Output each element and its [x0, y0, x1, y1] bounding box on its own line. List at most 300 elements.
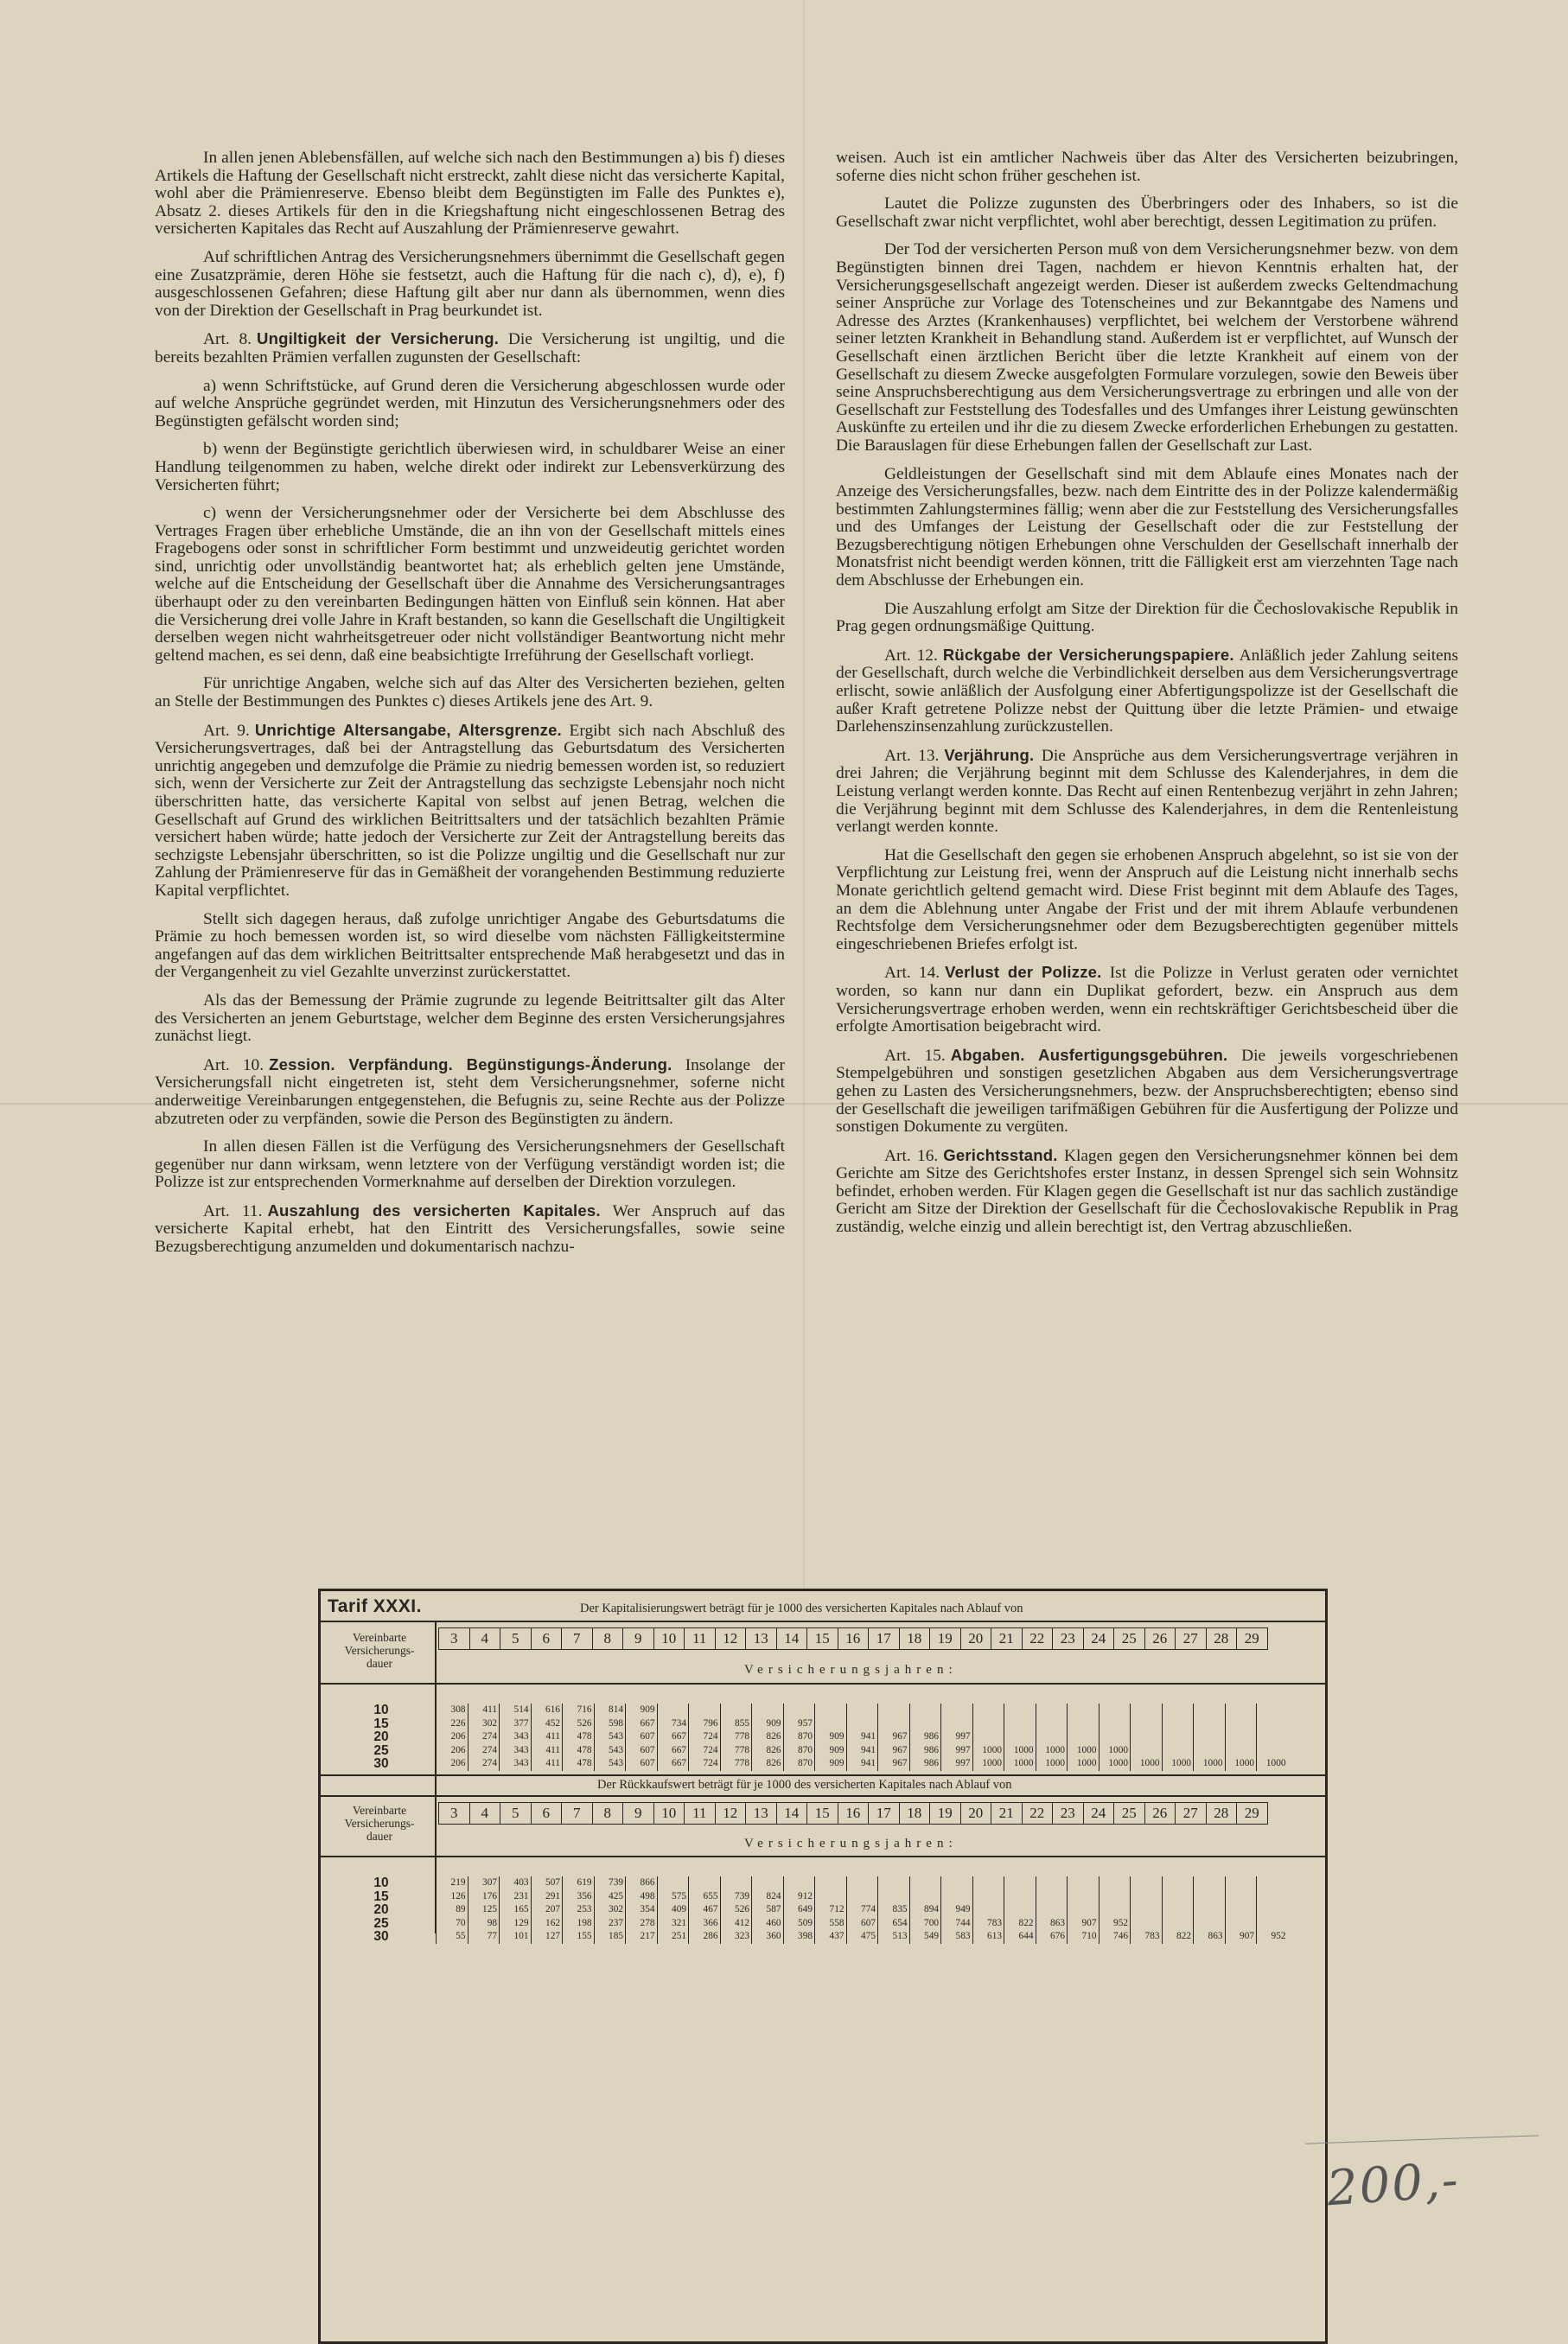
value-cell: 783: [972, 1917, 1004, 1931]
value-cell: [1194, 1903, 1226, 1917]
value-cell: 607: [846, 1917, 878, 1931]
paragraph-text: Die Versicherung ist ungiltig, und die bereits bezahlten Prämien verfallen zugunsten der Gesellschaft:: [155, 330, 785, 366]
value-cell: 607: [626, 1744, 658, 1758]
article-number: Art. 8.: [203, 330, 252, 349]
year-header-cell: 13: [746, 1803, 777, 1825]
value-cell: [783, 1876, 815, 1890]
value-cell: 826: [752, 1757, 784, 1771]
article-heading: Ungiltigkeit der Versicherung.: [257, 329, 500, 348]
value-cell: 997: [941, 1757, 973, 1771]
value-cell: [689, 1876, 721, 1890]
value-cell: [1036, 1717, 1068, 1731]
year-header-cell: 14: [776, 1628, 807, 1650]
value-cell: [1257, 1717, 1288, 1731]
paragraph-text: Ergibt sich nach Abschluß des Versicherungsvertrages, daß bei der Antragstellung das Geburtsdatum des Versicherten unrichtig angegeben und demzufolge die Prämie zu niedrig bemessen worden ist, so reduziert sich, wenn der Versicherte zur Zeit der Antragstellung das sechzigste Lebensjahr noch nicht überschritten hatte, das versicherte Kapital von selbst auf jenen Betrag, welchen die Gesellschaft auf Grund des wirklichen Beitrittsalters und der tatsächlich bezahlten Prämie versichert haben würde; hatte jedoch der Versicherte zur Zeit der Antragstellung bereits das sechzigste Lebensjahr überschritten, so ist die Polizze ungiltig und die Gesellschaft nur zur Zahlung der Prämienreserve für das in Gemäßheit der vorangehenden Bestimmung reduzierte Kapital verpflichtet.: [155, 721, 785, 900]
value-cell: 824: [752, 1890, 784, 1904]
value-cell: [1068, 1717, 1100, 1731]
paragraph-text: Auf schriftlichen Antrag des Versicherungsnehmers übernimmt die Gesellschaft gegen eine Zusatzprämie, deren Höhe sie festsetzt, auch die Haftung für die nach c), d), e), f) ausgeschlossenen Gefahren; diese Haftung gilt aber nur dann als übernommen, wenn dies von der Direktion der Gesellschaft in Prag beurkundet ist.: [155, 247, 785, 320]
year-header-cell: 21: [991, 1628, 1023, 1650]
year-header-cell: 17: [869, 1628, 900, 1650]
value-cell: 398: [783, 1930, 815, 1944]
year-header-cell: 15: [807, 1803, 838, 1825]
value-cell: 343: [500, 1757, 532, 1771]
value-cell: [1194, 1744, 1226, 1758]
value-cell: [1068, 1876, 1100, 1890]
value-cell: 598: [594, 1717, 626, 1731]
year-header-cell: 19: [930, 1628, 961, 1650]
value-cell: 162: [531, 1917, 563, 1931]
value-cell: [1257, 1917, 1288, 1931]
value-cell: 907: [1068, 1917, 1100, 1931]
value-cell: [815, 1890, 847, 1904]
year-header-cell: 11: [685, 1803, 716, 1825]
value-cell: 778: [720, 1757, 752, 1771]
value-cell: 543: [594, 1730, 626, 1744]
value-cell: 307: [468, 1876, 500, 1890]
value-cell: 967: [878, 1730, 910, 1744]
paragraph: [836, 1047, 1458, 1137]
value-cell: [941, 1876, 973, 1890]
value-cell: [1162, 1917, 1194, 1931]
paragraph-text: a) wenn Schriftstücke, auf Grund deren die Versicherung abgeschlossen wurde oder auf welche Ansprüche gegründet werden, mit Hinzutun des Versicherungsnehmers oder des Begünstigten gefälscht worden sind;: [155, 376, 785, 430]
value-cell: 509: [783, 1917, 815, 1931]
value-cell: 774: [846, 1903, 878, 1917]
value-cell: 176: [468, 1890, 500, 1904]
year-header-cell: 16: [838, 1803, 869, 1825]
value-cell: 909: [626, 1704, 658, 1717]
duration-value: 20: [373, 1729, 389, 1744]
article-heading: Abgaben. Ausfertigungsgebühren.: [950, 1045, 1228, 1064]
article-heading: Gerichtsstand.: [943, 1145, 1058, 1164]
year-header-cell: 20: [960, 1803, 991, 1825]
article-number: Art. 16.: [884, 1146, 939, 1165]
value-cell: 274: [468, 1744, 500, 1758]
value-cell: [1131, 1730, 1163, 1744]
value-cell: 411: [531, 1757, 563, 1771]
duration-label-2: Vereinbarte Versicherungs- dauer: [344, 1804, 415, 1843]
value-cell: 826: [752, 1730, 784, 1744]
value-cell: 549: [909, 1930, 941, 1944]
value-cell: [1004, 1890, 1036, 1904]
kapitalisierung-grid: [436, 1704, 1288, 1771]
value-cell: 1000: [1099, 1757, 1131, 1771]
value-cell: [1036, 1730, 1068, 1744]
article-number: Art. 14.: [884, 964, 940, 983]
value-cell: 667: [657, 1757, 689, 1771]
value-cell: 667: [657, 1730, 689, 1744]
value-cell: 460: [752, 1917, 784, 1931]
paragraph-text: Lautet die Polizze zugunsten des Überbringers oder des Inhabers, so ist die Gesellschaft zwar nicht verpflichtet, wohl aber berechtigt, dessen Legitimation zu prüfen.: [836, 194, 1458, 231]
paragraph-text: Als das der Bemessung der Prämie zugrunde zu legende Beitrittsalter gilt das Alter des Versicherten an jenem Geburtstage, welcher dem Beginne des ersten Versicherungsjahres zunächst liegt.: [155, 990, 785, 1046]
value-cell: [1257, 1890, 1288, 1904]
value-cell: 237: [594, 1917, 626, 1931]
year-header-cell: 27: [1176, 1628, 1207, 1650]
value-cell: 855: [720, 1717, 752, 1731]
value-cell: 613: [972, 1930, 1004, 1944]
value-cell: 739: [594, 1876, 626, 1890]
value-cell: [1225, 1744, 1257, 1758]
year-header-cell: 4: [469, 1803, 500, 1825]
article-number: Art. 11.: [203, 1201, 263, 1220]
value-cell: 814: [594, 1704, 626, 1717]
paragraph: [155, 1202, 785, 1257]
duration-value: 25: [373, 1742, 389, 1758]
year-header-cell: 9: [623, 1628, 654, 1650]
year-header-cell: 14: [776, 1803, 807, 1825]
value-cell: 125: [468, 1903, 500, 1917]
paragraph-text: weisen. Auch ist ein amtlicher Nachweis über das Alter des Versicherten beizubringen, soferne dies nicht schon früher geschehen ist.: [836, 149, 1458, 185]
handwritten-note: 200,-: [1324, 2151, 1462, 2218]
duration-label-1: Vereinbarte Versicherungs- dauer: [344, 1631, 415, 1670]
paragraph-text: Die Auszahlung erfolgt am Sitze der Direktion für die Čechoslovakische Republik in Prag gegen ordnungsmäßige Quittung.: [836, 599, 1458, 636]
value-cell: 1000: [1099, 1744, 1131, 1758]
value-cell: 543: [594, 1757, 626, 1771]
value-cell: 724: [689, 1744, 721, 1758]
value-cell: [1131, 1744, 1163, 1758]
value-cell: [815, 1717, 847, 1731]
value-cell: 452: [531, 1717, 563, 1731]
value-cell: 941: [846, 1730, 878, 1744]
paragraph: [836, 747, 1458, 837]
value-cell: [972, 1717, 1004, 1731]
value-cell: 607: [626, 1757, 658, 1771]
value-cell: 1000: [972, 1744, 1004, 1758]
value-cell: 360: [752, 1930, 784, 1944]
value-cell: [909, 1890, 941, 1904]
paragraph-text: Stellt sich dagegen heraus, daß zufolge unrichtiger Angabe des Geburtsdatums die Prämie zu hoch bemessen worden ist, so wird dieselbe vom nächsten Fälligkeitstermine angefangen auf das dem wirklichen Beitrittsalter entsprechende Maß herabgesetzt und das in der Vergangenheit zu viel Gezahlte unverzinst zurückerstattet.: [155, 909, 785, 982]
value-cell: [1162, 1876, 1194, 1890]
value-cell: [1036, 1876, 1068, 1890]
value-cell: 894: [909, 1903, 941, 1917]
value-cell: [1099, 1717, 1131, 1731]
value-cell: 997: [941, 1730, 973, 1744]
value-cell: 411: [468, 1704, 500, 1717]
year-header-cell: 28: [1206, 1628, 1237, 1650]
article-number: Art. 10.: [203, 1055, 265, 1074]
value-cell: [1194, 1890, 1226, 1904]
value-cell: 724: [689, 1730, 721, 1744]
value-cell: 291: [531, 1890, 563, 1904]
value-cell: 437: [815, 1930, 847, 1944]
value-cell: [1131, 1890, 1163, 1904]
paragraph: [155, 675, 785, 710]
paragraph-text: Für unrichtige Angaben, welche sich auf das Alter des Versicherten beziehen, gelten an Stelle der Bestimmungen des Punktes c) dieses Artikels jene des Art. 9.: [155, 674, 785, 711]
value-cell: [1225, 1903, 1257, 1917]
paragraph: [836, 466, 1458, 590]
paragraph: [155, 249, 785, 320]
value-cell: 967: [878, 1757, 910, 1771]
year-header-cell: 11: [685, 1628, 716, 1650]
value-cell: 1000: [1004, 1744, 1036, 1758]
value-cell: 1000: [1036, 1744, 1068, 1758]
value-cell: 308: [437, 1704, 468, 1717]
value-cell: 746: [1099, 1930, 1131, 1944]
value-cell: [815, 1876, 847, 1890]
value-cell: [909, 1876, 941, 1890]
year-header-cell: 25: [1114, 1628, 1145, 1650]
value-cell: 644: [1004, 1930, 1036, 1944]
paragraph: [836, 647, 1458, 736]
value-cell: 1000: [1162, 1757, 1194, 1771]
paragraph: [836, 847, 1458, 954]
value-cell: 952: [1257, 1930, 1288, 1944]
years-header-2: [438, 1802, 1268, 1825]
value-cell: [1131, 1903, 1163, 1917]
value-cell: 909: [752, 1717, 784, 1731]
year-header-cell: 4: [469, 1628, 500, 1650]
value-cell: [1162, 1744, 1194, 1758]
durations-list-1: [355, 1704, 407, 1771]
value-cell: 526: [563, 1717, 595, 1731]
paragraph-text: Wer Anspruch auf das versicherte Kapital erhebt, hat den Eintritt des Versicherungsfalles, sowie seine Bezugsberechtigung anzumelden und dokumentarisch nachzu-: [155, 1201, 785, 1257]
value-cell: [1225, 1730, 1257, 1744]
paragraph: [836, 1147, 1458, 1237]
value-cell: 700: [909, 1917, 941, 1931]
paragraph: [155, 378, 785, 431]
value-cell: 870: [783, 1730, 815, 1744]
value-cell: [1004, 1704, 1036, 1717]
value-cell: [1036, 1903, 1068, 1917]
value-cell: [846, 1890, 878, 1904]
value-cell: 498: [626, 1890, 658, 1904]
years-label-2: Versicherungsjahren:: [744, 1837, 958, 1850]
value-cell: 676: [1036, 1930, 1068, 1944]
value-cell: 231: [500, 1890, 532, 1904]
duration-value: 25: [373, 1915, 389, 1931]
value-cell: 274: [468, 1757, 500, 1771]
value-cell: 986: [909, 1730, 941, 1744]
value-cell: 323: [720, 1930, 752, 1944]
value-cell: 734: [657, 1717, 689, 1731]
value-cell: 710: [1068, 1930, 1100, 1944]
value-cell: [1004, 1717, 1036, 1731]
value-cell: [1162, 1704, 1194, 1717]
value-cell: 835: [878, 1903, 910, 1917]
duration-value: 15: [373, 1889, 389, 1904]
value-cell: 356: [563, 1890, 595, 1904]
year-header-cell: 6: [531, 1628, 562, 1650]
right-text-column: [836, 150, 1458, 1247]
value-cell: [1131, 1717, 1163, 1731]
article-heading: Unrichtige Altersangabe, Altersgrenze.: [254, 720, 562, 739]
value-cell: [1225, 1890, 1257, 1904]
value-cell: 739: [720, 1890, 752, 1904]
article-number: Art. 15.: [884, 1046, 946, 1065]
years-header-1: [438, 1627, 1268, 1650]
value-cell: [720, 1876, 752, 1890]
value-cell: 89: [437, 1903, 468, 1917]
value-cell: [1068, 1730, 1100, 1744]
value-cell: 55: [437, 1930, 468, 1944]
year-header-cell: 8: [592, 1628, 623, 1650]
year-header-cell: 18: [899, 1803, 930, 1825]
value-cell: [1257, 1730, 1288, 1744]
paragraph: [836, 195, 1458, 231]
year-header-cell: 29: [1237, 1628, 1268, 1650]
paragraph-text: Hat die Gesellschaft den gegen sie erhobenen Anspruch abgelehnt, so ist sie von der Verpflichtung zur Leistung frei, wenn der Anspruch auf die Leistung nicht innerhalb sechs Monate gerichtlich geltend gemacht wird. Diese Frist beginnt mit dem Ablaufe des Tages, an dem die Ablehnung unter Angabe der Frist und der mit ihrem Ablaufe verbundenen Rechtsfolge dem Versicherungsnehmer oder dem Bezugsberechtigten gegenüber mittels eingeschriebenen Briefes erfolgt ist.: [836, 845, 1458, 953]
value-cell: 302: [468, 1717, 500, 1731]
year-header-cell: 7: [562, 1628, 593, 1650]
value-cell: 274: [468, 1730, 500, 1744]
paragraph-text: Die Ansprüche aus dem Versicherungsvertrage verjähren in drei Jahren; die Verjährung beginnt mit dem Schlusse des Kalenderjahres, in dem die Leistung verlangt werden konnte. Das Recht auf einen Rentenbezug verjährt in zehn Jahren; die Verjährung beginnt mit dem Schlusse des Kalenderjahres, in dem die Rentenleistung verlangt werden konnte.: [836, 746, 1458, 837]
rueckkauf-grid: [436, 1876, 1288, 1944]
value-cell: 941: [846, 1744, 878, 1758]
years-label-1: Versicherungsjahren:: [744, 1663, 958, 1677]
article-heading: Zession. Verpfändung. Begünstigungs-Änderung.: [269, 1054, 672, 1073]
article-number: Art. 12.: [884, 646, 938, 665]
paragraph: [836, 601, 1458, 636]
value-cell: 863: [1036, 1917, 1068, 1931]
year-header-cell: 19: [930, 1803, 961, 1825]
year-header-cell: 23: [1053, 1628, 1084, 1650]
value-cell: [657, 1704, 689, 1717]
value-cell: [878, 1717, 910, 1731]
value-cell: [878, 1890, 910, 1904]
year-header-cell: 8: [592, 1803, 623, 1825]
value-cell: 403: [500, 1876, 532, 1890]
value-cell: 912: [783, 1890, 815, 1904]
value-cell: [1257, 1704, 1288, 1717]
value-cell: 343: [500, 1744, 532, 1758]
value-cell: 126: [437, 1890, 468, 1904]
left-text-column: [155, 150, 785, 1267]
value-cell: [1131, 1704, 1163, 1717]
value-cell: [752, 1704, 784, 1717]
value-cell: [972, 1876, 1004, 1890]
value-cell: [1194, 1917, 1226, 1931]
tarif-table: [318, 1589, 1328, 2344]
value-cell: 514: [500, 1704, 532, 1717]
year-header-cell: 25: [1114, 1803, 1145, 1825]
paragraph-text: Geldleistungen der Gesellschaft sind mit dem Ablaufe eines Monates nach der Anzeige des Versicherungsfalles, bezw. nach dem Eintritte des in der Polizze kalendermäßig bestimmten Zahlungstermines fällig; wenn aber die zur Feststellung des Versicherungsfalles und des Umfanges der Leistung der Gesellschaft oder die zur Feststellung der Bezugsberechtigung nötigen Erhebungen ohne Verschulden der Gesellschaft innerhalb der Monatsfrist nicht beendigt werden können, tritt die Fälligkeit erst am vierzehnten Tage nach dem Abschlusse der Erhebungen ein.: [836, 464, 1458, 590]
value-cell: 712: [815, 1903, 847, 1917]
duration-value: 10: [373, 1876, 389, 1890]
caption-kapitalisierung: Der Kapitalisierungswert beträgt für je 1000 des versicherten Kapitales nach Ablauf von: [580, 1602, 1023, 1615]
value-cell: [1099, 1876, 1131, 1890]
value-cell: 744: [941, 1917, 973, 1931]
paragraph: [836, 150, 1458, 185]
value-cell: 654: [878, 1917, 910, 1931]
value-cell: 1000: [1036, 1757, 1068, 1771]
value-cell: 667: [657, 1744, 689, 1758]
value-cell: 343: [500, 1730, 532, 1744]
year-header-cell: 24: [1083, 1628, 1114, 1650]
value-cell: 822: [1162, 1930, 1194, 1944]
paragraph-text: Anläßlich jeder Zahlung seitens der Gesellschaft, durch welche die Verbindlichkeit derselben aus dem Versicherungsvertrage erlischt, sowie anläßlich der Ausfolgung einer Abfertigungspolizze ist der Gesellschaft die außer Kraft getretene Polizze nebst der Quittung über die letzte Prämien- und etwaige Darlehenszinsenzahlung zurückzustellen.: [836, 646, 1458, 736]
year-header-cell: 26: [1144, 1803, 1176, 1825]
value-cell: [1194, 1876, 1226, 1890]
article-number: Art. 13.: [884, 746, 940, 765]
paragraph: [155, 150, 785, 239]
duration-value: 30: [373, 1756, 389, 1771]
value-cell: 206: [437, 1744, 468, 1758]
value-cell: 155: [563, 1930, 595, 1944]
value-cell: [1131, 1876, 1163, 1890]
value-cell: [846, 1704, 878, 1717]
value-cell: 724: [689, 1757, 721, 1771]
value-cell: 354: [626, 1903, 658, 1917]
value-cell: 796: [689, 1717, 721, 1731]
tarif-title: Tarif XXXI.: [328, 1596, 422, 1616]
paragraph: [155, 722, 785, 901]
value-cell: [972, 1704, 1004, 1717]
duration-value: 20: [373, 1902, 389, 1917]
year-header-cell: 16: [838, 1628, 869, 1650]
value-cell: [941, 1717, 973, 1731]
paragraph-text: Ist die Polizze in Verlust geraten oder vernichtet worden, so kann nur dann ein Duplikat gefordert, bezw. ein Anspruch aus dem Versicherungsvertrage erhoben werden, wenn ein rechtskräftiger Gerichtsbescheid über die erfolgte Amortisation beigebracht wird.: [836, 964, 1458, 1036]
value-cell: 716: [563, 1704, 595, 1717]
value-cell: [1162, 1903, 1194, 1917]
value-cell: 409: [657, 1903, 689, 1917]
value-cell: 870: [783, 1744, 815, 1758]
value-cell: [1068, 1903, 1100, 1917]
value-cell: 1000: [1068, 1744, 1100, 1758]
value-cell: [1225, 1717, 1257, 1731]
value-cell: 478: [563, 1744, 595, 1758]
paragraph: [155, 330, 785, 366]
year-header-cell: 29: [1237, 1803, 1268, 1825]
durations-list-2: [355, 1876, 407, 1944]
value-cell: 217: [626, 1930, 658, 1944]
value-cell: 778: [720, 1730, 752, 1744]
value-cell: 207: [531, 1903, 563, 1917]
value-cell: [846, 1717, 878, 1731]
value-cell: 1000: [1004, 1757, 1036, 1771]
value-cell: 907: [1225, 1930, 1257, 1944]
value-cell: 127: [531, 1930, 563, 1944]
duration-value: 15: [373, 1716, 389, 1731]
year-header-cell: 20: [960, 1628, 991, 1650]
value-cell: 377: [500, 1717, 532, 1731]
value-cell: 302: [594, 1903, 626, 1917]
value-cell: [720, 1704, 752, 1717]
value-cell: 822: [1004, 1917, 1036, 1931]
paragraph-text: In allen jenen Ablebensfällen, auf welche sich nach den Bestimmungen a) bis f) dieses Artikels die Haftung der Gesellschaft nicht erstreckt, zahlt diese nicht das versicherte Kapital, wohl aber die Prämienreserve. Ebenso bleibt dem Begünstigten im Falle des Punktes e), Absatz 2. dieses Artikels für den in die Kriegshaftung nicht eingeschlossenen Betrag des versicherten Kapitales das Recht auf Auszahlung der Prämienreserve gewahrt.: [155, 149, 785, 239]
value-cell: 783: [1131, 1930, 1163, 1944]
value-cell: 526: [720, 1903, 752, 1917]
value-cell: [972, 1903, 1004, 1917]
value-cell: 412: [720, 1917, 752, 1931]
value-cell: 870: [783, 1757, 815, 1771]
value-cell: 185: [594, 1930, 626, 1944]
paragraph-text: c) wenn der Versicherungsnehmer oder der Versicherte bei dem Abschlusse des Vertrages Fragen über erhebliche Umstände, die an ihn von der Gesellschaft mittels eines Fragebogens oder sonst in schriftlicher Form bestimmt und unzweideutig gerichtet worden sind, unrichtig oder unvollständig beantwortet hat; als erheblich gelten jene Umstände, welche auf die Entscheidung der Gesellschaft über die Annahme des Versicherungsantrages überhaupt oder zu den vereinbarten Bedingungen hätten von Einfluß sein können. Hat aber die Versicherung drei volle Jahre in Kraft bestanden, so kann die Gesellschaft die Ungiltigkeit derselben wegen nicht wahrheitsgetreuer oder nicht vollständiger Beantwortung nicht mehr geltend machen, es sei denn, daß eine beabsichtigte Irreführung der Gesellschaft vorliegt.: [155, 504, 785, 665]
value-cell: 619: [563, 1876, 595, 1890]
value-cell: 957: [783, 1717, 815, 1731]
value-cell: [1194, 1717, 1226, 1731]
value-cell: [909, 1717, 941, 1731]
value-cell: 251: [657, 1930, 689, 1944]
value-cell: [1004, 1903, 1036, 1917]
year-header-cell: 23: [1053, 1803, 1084, 1825]
paragraph-text: In allen diesen Fällen ist die Verfügung des Versicherungsnehmers der Gesellschaft gegenüber nur dann wirksam, wenn letztere von der Verfügung verständigt worden ist; die Polizze ist zur entsprechenden Vormerknahme auf derselben der Direktion vorzulegen.: [155, 1137, 785, 1192]
value-cell: 826: [752, 1744, 784, 1758]
year-header-cell: 5: [500, 1803, 532, 1825]
year-header-cell: 17: [869, 1803, 900, 1825]
value-cell: [846, 1876, 878, 1890]
year-header-cell: 27: [1176, 1803, 1207, 1825]
value-cell: 649: [783, 1903, 815, 1917]
value-cell: 1000: [1194, 1757, 1226, 1771]
value-cell: [1257, 1744, 1288, 1758]
value-cell: 616: [531, 1704, 563, 1717]
value-cell: [1162, 1890, 1194, 1904]
value-cell: 321: [657, 1917, 689, 1931]
value-cell: [1257, 1876, 1288, 1890]
paragraph: [836, 241, 1458, 455]
year-header-cell: 3: [439, 1803, 470, 1825]
value-cell: [1099, 1903, 1131, 1917]
value-cell: 952: [1099, 1917, 1131, 1931]
